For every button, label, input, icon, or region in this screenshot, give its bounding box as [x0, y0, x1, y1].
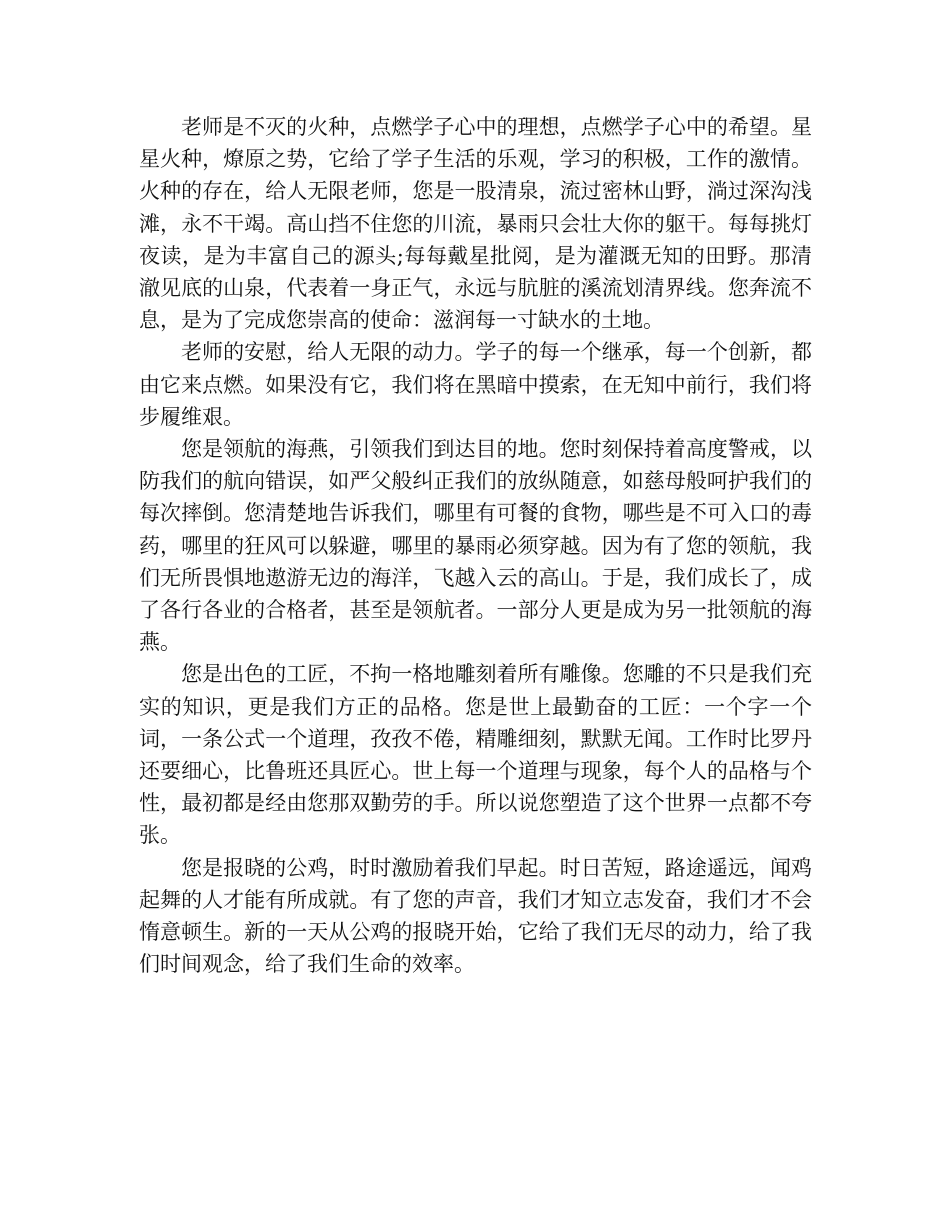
paragraph-comfort: 老师的安慰，给人无限的动力。学子的每一个继承，每一个创新，都由它来点燃。如果没有它，我们将在黑暗中摸索，在无知中前行，我们将步履维艰。: [139, 340, 812, 429]
paragraph-craftsman: 您是出色的工匠，不拘一格地雕刻着所有雕像。您雕的不只是我们充实的知识，更是我们方正的品格。您是世上最勤奋的工匠：一个字一个词，一条公式一个道理，孜孜不倦，精雕细刻，默默无闻。工作时比罗丹还要细心，比鲁班还具匠心。世上每一个道理与现象，每个人的品格与个性，最初都是经由您那双勤劳的手。所以说您塑造了这个世界一点都不夸张。: [139, 662, 812, 848]
paragraph-rooster: 您是报晓的公鸡，时时激励着我们早起。时日苦短，路途遥远，闻鸡起舞的人才能有所成就。有了您的声音，我们才知立志发奋，我们才不会惰意顿生。新的一天从公鸡的报晓开始，它给了我们无尽的动力，给了我们时间观念，给了我们生命的效率。: [139, 855, 812, 977]
document-body: [139, 111, 812, 980]
paragraph-petrel: 您是领航的海燕，引领我们到达目的地。您时刻保持着高度警戒，以防我们的航向错误，如严父般纠正我们的放纵随意，如慈母般呵护我们的每次摔倒。您清楚地告诉我们，哪里有可餐的食物，哪些是不可入口的毒药，哪里的狂风可以躲避，哪里的暴雨必须穿越。因为有了您的领航，我们无所畏惧地遨游无边的海洋，飞越入云的高山。于是，我们成长了，成了各行各业的合格者，甚至是领航者。一部分人更是成为另一批领航的海燕。: [139, 437, 812, 655]
paragraph-fire: 老师是不灭的火种，点燃学子心中的理想，点燃学子心中的希望。星星火种，燎原之势，它给了学子生活的乐观，学习的积极，工作的激情。火种的存在，给人无限老师，您是一股清泉，流过密林山野，淌过深沟浅滩，永不干竭。高山挡不住您的川流，暴雨只会壮大你的躯干。每每挑灯夜读，是为丰富自己的源头;每每戴星批阅，是为灌溉无知的田野。那清澈见底的山泉，代表着一身正气，永远与肮脏的溪流划清界线。您奔流不息，是为了完成您崇高的使命：滋润每一寸缺水的土地。: [139, 115, 812, 333]
